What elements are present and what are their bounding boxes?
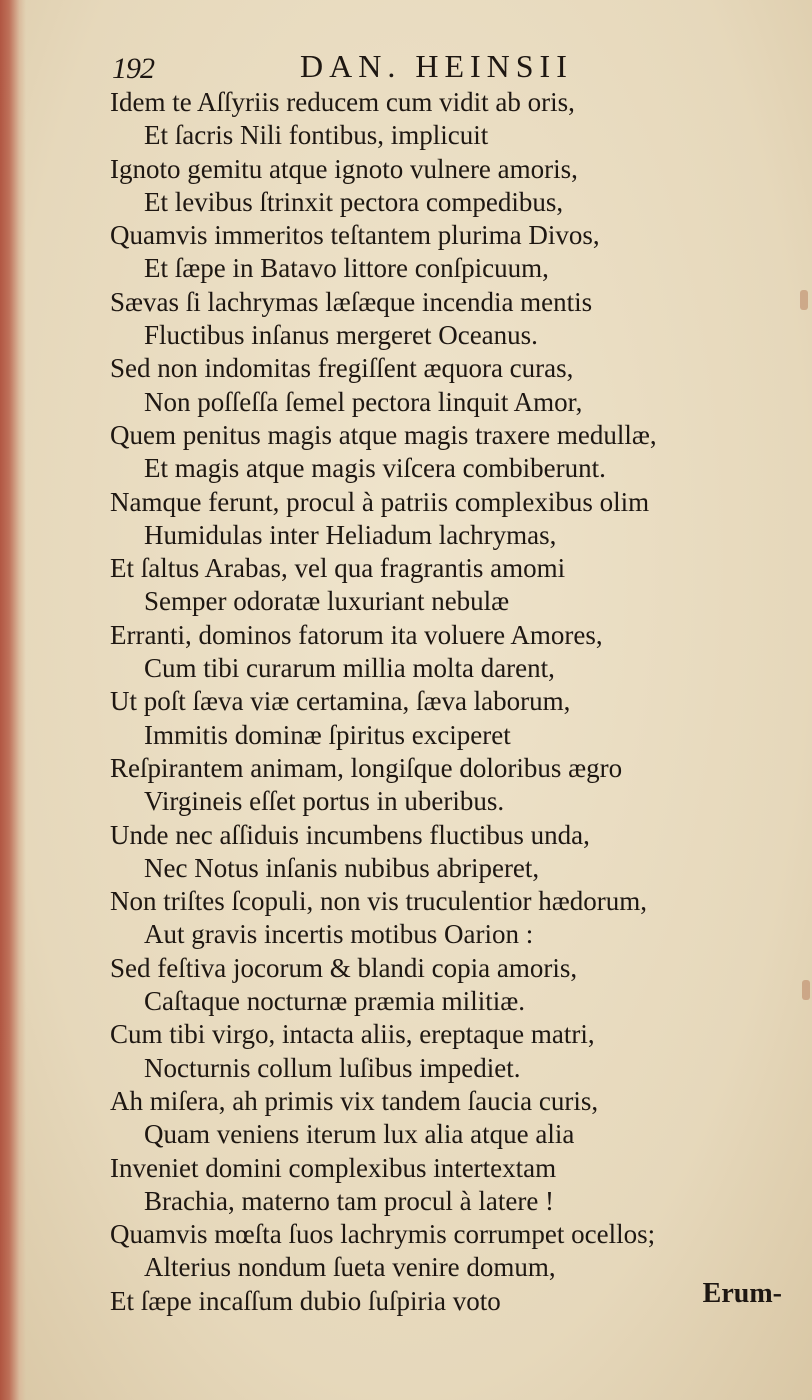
verse-line: Unde nec aſſiduis incumbens fluctibus unda,	[110, 819, 590, 850]
verse-line: Et ſaltus Arabas, vel qua fragrantis amomi	[110, 553, 566, 584]
verse-line: Sævas ſi lachrymas læſæque incendia mentis	[110, 286, 593, 317]
poem-text	[110, 86, 790, 1318]
verse-line: Ignoto gemitu atque ignoto vulnere amoris,	[110, 153, 578, 184]
page-header	[112, 48, 712, 88]
page-binding-edge	[0, 0, 26, 1400]
verse-line: Fluctibus inſanus mergeret Oceanus.	[144, 320, 538, 351]
verse-line: Idem te Aſſyriis reducem cum vidit ab oris,	[110, 87, 575, 117]
verse-line: Non poſſeſſa ſemel pectora linquit Amor,	[144, 386, 583, 417]
verse-line: Aut gravis incertis motibus Oarion :	[144, 919, 534, 950]
verse-line: Namque ferunt, procul à patriis complexibus olim	[110, 486, 650, 517]
verse-line: Non triſtes ſcopuli, non vis truculentior hædorum,	[110, 886, 647, 917]
edge-blot	[802, 980, 810, 1000]
verse-line: Ut poſt ſæva viæ certamina, ſæva laborum,	[110, 686, 571, 717]
verse-line: Erranti, dominos fatorum ita voluere Amores,	[110, 619, 603, 650]
verse-line: Et ſæpe in Batavo littore conſpicuum,	[144, 253, 549, 284]
verse-line: Sed feſtiva jocorum & blandi copia amoris,	[110, 952, 578, 983]
verse-line: Inveniet domini complexibus intertextam	[110, 1152, 557, 1183]
verse-line: Sed non indomitas fregiſſent æquora curas,	[110, 353, 574, 384]
verse-line: Quam veniens iterum lux alia atque alia	[144, 1119, 575, 1150]
verse-line: Semper odoratæ luxuriant nebulæ	[144, 586, 510, 617]
verse-line: Immitis dominæ ſpiritus exciperet	[144, 719, 511, 750]
verse-line: Quem penitus magis atque magis traxere medullæ,	[110, 419, 657, 450]
verse-line: Virgineis eſſet portus in uberibus.	[144, 786, 505, 817]
verse-line: Cum tibi curarum millia molta darent,	[144, 653, 555, 684]
verse-line: Alterius nondum ſueta venire domum,	[144, 1252, 556, 1283]
verse-line: Nocturnis collum luſibus impediet.	[144, 1052, 521, 1083]
verse-line: Cum tibi virgo, intacta aliis, ereptaque matri,	[110, 1019, 595, 1050]
verse-line: Et ſæpe incaſſum dubio ſuſpiria voto	[110, 1285, 501, 1316]
verse-line: Ah miſera, ah primis vix tandem ſaucia curis,	[110, 1085, 599, 1116]
verse-line: Nec Notus inſanis nubibus abriperet,	[144, 852, 540, 883]
verse-line: Et levibus ſtrinxit pectora compedibus,	[144, 186, 564, 217]
page-number: 192	[112, 52, 154, 85]
verse-line: Quamvis immeritos teſtantem plurima Divos,	[110, 220, 600, 251]
running-head: DAN. HEINSII	[300, 48, 573, 84]
verse-line: Humidulas inter Heliadum lachrymas,	[144, 519, 557, 550]
verse-line: Caſtaque nocturnæ præmia militiæ.	[144, 986, 525, 1017]
verse-line: Et ſacris Nili fontibus, implicuit	[144, 120, 489, 151]
verse-line: Et magis atque magis viſcera combiberunt.	[144, 453, 606, 484]
edge-blot	[800, 290, 808, 310]
verse-line: Quamvis mœſta ſuos lachrymis corrumpet ocellos;	[110, 1219, 656, 1250]
catchword: Erum-	[702, 1278, 782, 1309]
verse-line: Brachia, materno tam procul à latere !	[144, 1185, 555, 1216]
verse-line: Reſpirantem animam, longiſque doloribus ægro	[110, 752, 623, 783]
